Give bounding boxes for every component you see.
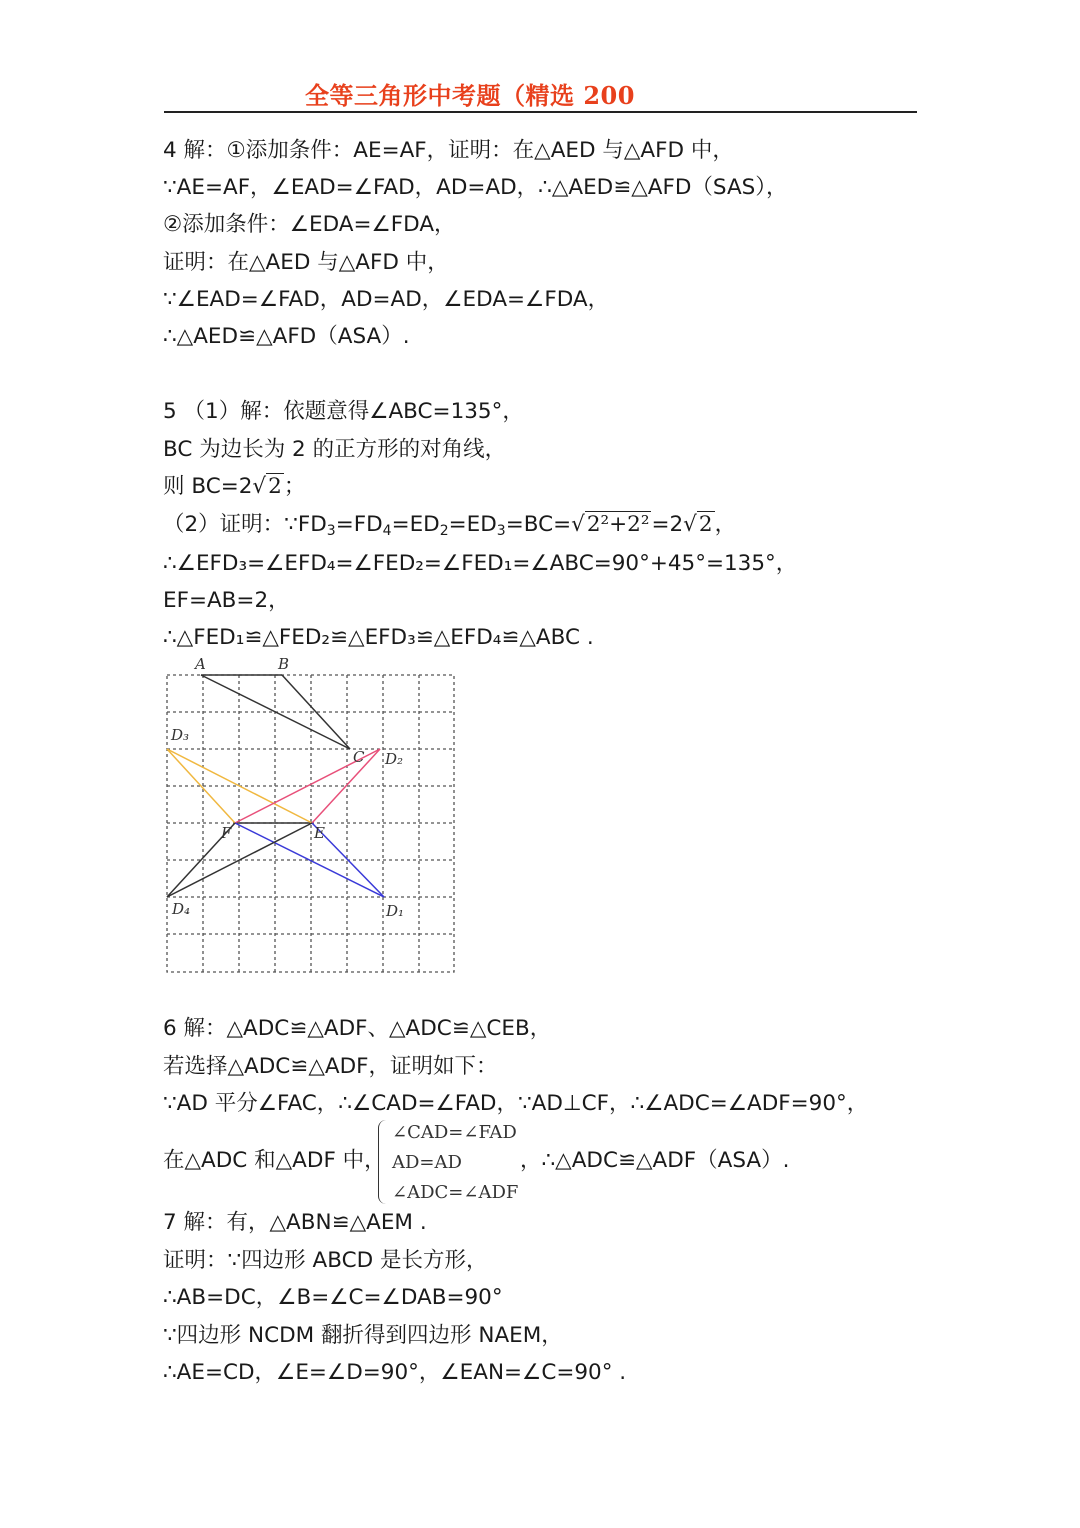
q5-line-1: 5 （1）解：依题意得∠ABC=135°， <box>163 399 524 424</box>
label-a: A <box>195 655 206 673</box>
label-b: B <box>278 655 290 673</box>
q7-line-1: 7 解：有，△ABN≌△AEM . <box>163 1210 427 1235</box>
label-d1: D₁ <box>386 902 405 920</box>
q5-l4-sub: 4 <box>382 523 392 539</box>
q7-line-5: ∴AE=CD，∠E=∠D=90°，∠EAN=∠C=90° . <box>163 1360 627 1385</box>
q5-l4-part: =2 <box>651 512 684 537</box>
q6-line-3: ∵AD 平分∠FAC，∴∠CAD=∠FAD，∵AD⊥CF，∴∠ADC=∠ADF=90°， <box>163 1091 869 1116</box>
q7-line-4: ∵四边形 NCDM 翻折得到四边形 NAEM， <box>163 1323 563 1348</box>
sqrt-symbol: √2 <box>252 474 282 499</box>
q5-l4-part: =ED <box>448 512 497 537</box>
q5-l4-part: =BC= <box>505 512 572 537</box>
q5-line-5: ∴∠EFD₃=∠EFD₄=∠FED₂=∠FED₁=∠ABC=90°+45°=135°， <box>163 551 798 576</box>
q5-l4-sub: 3 <box>326 523 336 539</box>
q5-line-3-prefix: 则 BC=2 <box>163 474 253 499</box>
label-e: E <box>314 824 325 842</box>
q5-l4-part: =ED <box>391 512 440 537</box>
q5-l4-part: ， <box>714 512 737 537</box>
q6-line-2: 若选择△ADC≌△ADF，证明如下： <box>163 1054 498 1079</box>
sqrt-radicand: 2 <box>698 512 713 537</box>
q4-line-6: ∴△AED≌△AFD（ASA）. <box>163 324 410 349</box>
header-rule <box>164 111 917 113</box>
sqrt-radicand: 2 <box>268 474 282 499</box>
q5-line-6: EF=AB=2， <box>163 588 290 613</box>
q4-line-4: 证明：在△AED 与△AFD 中， <box>163 250 449 275</box>
q6-line-1: 6 解：△ADC≌△ADF、△ADC≌△CEB， <box>163 1016 552 1041</box>
q6-line-4-suffix: ，∴△ADC≌△ADF（ASA）. <box>520 1148 790 1173</box>
sqrt-symbol: √2²+2² <box>571 512 650 537</box>
page-header-title: 全等三角形中考题（精选 200 <box>305 81 635 110</box>
sqrt-symbol: √2 <box>683 512 713 537</box>
q5-l4-sub: 3 <box>496 523 506 539</box>
left-brace <box>378 1120 389 1204</box>
q4-line-3: ②添加条件：∠EDA=∠FDA， <box>163 212 456 237</box>
q5-line-3 <box>163 472 305 502</box>
brace-row-2: AD=AD <box>392 1152 462 1173</box>
q5-line-4 <box>163 510 736 540</box>
equation-brace-system <box>378 1120 518 1204</box>
q4-line-1: 4 解：①添加条件：AE=AF，证明：在△AED 与△AFD 中， <box>163 138 734 163</box>
q5-line-7: ∴△FED₁≌△FED₂≌△EFD₃≌△EFD₄≌△ABC . <box>163 625 594 650</box>
sqrt-radicand: 2²+2² <box>586 512 650 537</box>
label-f: F <box>221 824 232 842</box>
brace-row-3: ∠ADC=∠ADF <box>392 1182 519 1203</box>
q7-line-3: ∴AB=DC，∠B=∠C=∠DAB=90° <box>163 1285 503 1310</box>
q5-l4-sub: 2 <box>439 523 449 539</box>
q7-line-2: 证明：∵四边形 ABCD 是长方形， <box>163 1248 488 1273</box>
q5-l4-part: （2）证明：∵FD <box>163 512 327 537</box>
q5-l4-part: =FD <box>335 512 383 537</box>
label-d4: D₄ <box>172 900 191 918</box>
label-d3: D₃ <box>171 726 190 744</box>
q5-line-3-suffix: ； <box>283 474 306 499</box>
label-c: C <box>353 748 365 766</box>
q6-line-4-prefix: 在△ADC 和△ADF 中， <box>163 1148 386 1173</box>
q4-line-5: ∵∠EAD=∠FAD，AD=AD，∠EDA=∠FDA， <box>163 287 610 312</box>
q5-line-2: BC 为边长为 2 的正方形的对角线， <box>163 437 507 462</box>
label-d2: D₂ <box>385 750 404 768</box>
geometry-grid-figure <box>160 652 460 977</box>
q4-line-2: ∵AE=AF，∠EAD=∠FAD，AD=AD，∴△AED≌△AFD（SAS）， <box>163 175 788 200</box>
brace-row-1: ∠CAD=∠FAD <box>392 1122 517 1143</box>
